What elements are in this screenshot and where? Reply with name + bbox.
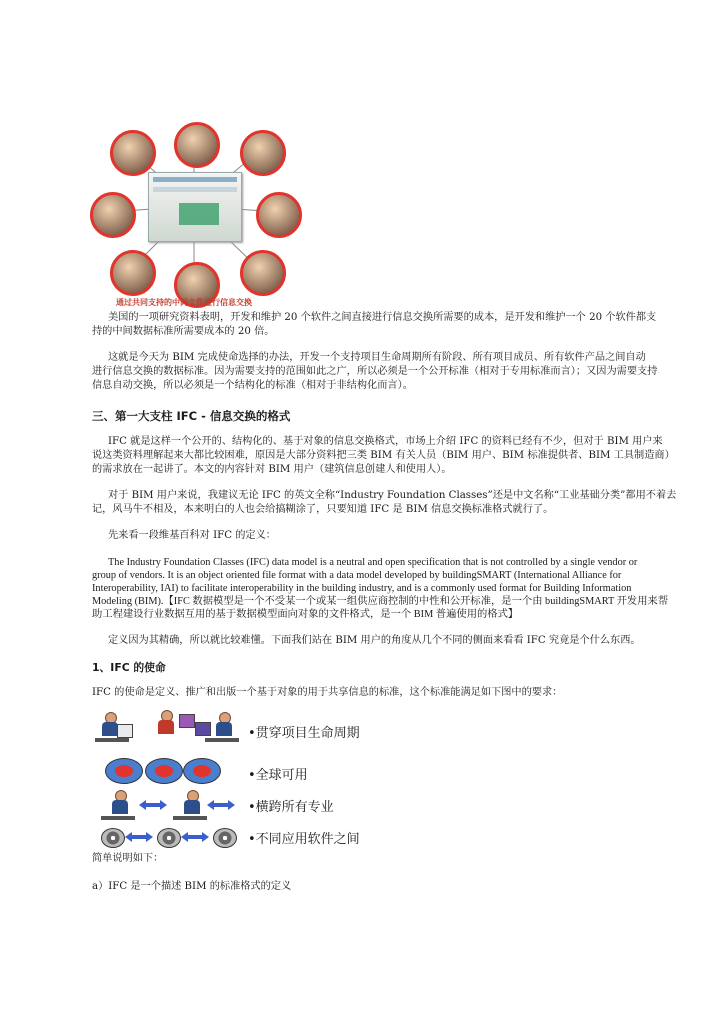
paragraph-line: 说这类资料理解起来大都比较困难，原因是大部分资料把三类 BIM 有关人员（BIM 用户、BIM 标准提供者、BIM 工具制造商） (92, 450, 675, 461)
person-photo-icon (174, 122, 220, 168)
subsection-heading: 1、IFC 的使命 (92, 661, 166, 674)
requirement-bullet: •横跨所有专业 (248, 800, 334, 815)
software-screen-image (148, 172, 242, 242)
requirement-bullet: •全球可用 (248, 768, 308, 783)
lifecycle-figure (95, 710, 245, 744)
person-photo-icon (256, 192, 302, 238)
figure-caption: 通过共同支持的中间文件进行信息交换 (116, 297, 252, 307)
paragraph-line: IFC 就是这样一个公开的、结构化的、基于对象的信息交换格式，市场上介绍 IFC 的资料已经有不少，但对于 BIM 用户来 (108, 436, 663, 447)
disc-icon (213, 828, 237, 848)
person-photo-icon (90, 192, 136, 238)
paragraph-line: 持的中间数据标准所需要成本的 20 倍。 (92, 326, 275, 337)
person-photo-icon (110, 250, 156, 296)
person-photo-icon (240, 250, 286, 296)
person-icon (181, 790, 203, 818)
paragraph-line: 定义因为其精确，所以就比较难懂。下面我们站在 BIM 用户的角度从几个不同的侧面来看看 IFC 究竟是个什么东西。 (108, 635, 641, 646)
requirement-bullet: •不同应用软件之间 (248, 832, 360, 847)
person-icon (109, 790, 131, 818)
info-exchange-figure (88, 120, 298, 310)
disc-icon (157, 828, 181, 848)
paragraph-line: 信息自动交换，所以必须是一个结构化的标准（相对于非结构化而言）。 (92, 380, 413, 391)
paragraph-line: 进行信息交换的数据标准。因为需要支持的范围如此之广，所以必须是一个公开标准（相对于专用标准而言）；又因为需要支持 (92, 366, 658, 377)
global-figure (95, 756, 245, 790)
person-icon (213, 712, 235, 740)
paragraph-line: 记，风马牛不相及，本来明白的人也会给搞糊涂了，只要知道 IFC 是 BIM 信息交换标准格式就行了。 (92, 504, 554, 515)
section-heading: 三、第一大支柱 IFC - 信息交换的格式 (92, 409, 291, 423)
definition-line: 助工程建设行业数据互用的基于数据模型面向对象的文件格式，是一个 BIM 普遍使用的格式】 (92, 609, 519, 620)
paragraph-line: 简单说明如下： (92, 853, 164, 864)
definition-line: The Industry Foundation Classes (IFC) data model is a neutral and open specification that is not controlled by a single vendor or (108, 557, 638, 568)
definition-line: Interoperability, IAI) to facilitate interoperability in the building industry, and is a commonly used format for Building Information (92, 583, 632, 594)
globe-icon (183, 758, 221, 784)
paragraph-line: 美国的一项研究资料表明，开发和维护 20 个软件之间直接进行信息交换所需要的成本，是开发和维护一个 20 个软件都支 (108, 312, 657, 323)
globe-icon (145, 758, 183, 784)
computer-icon (117, 724, 133, 738)
paragraph-line: 这就是今天为 BIM 完成使命选择的办法，开发一个支持项目生命周期所有阶段、所有项目成员、所有软件产品之间自动 (108, 352, 646, 363)
paragraph-line: IFC 的使命是定义、推广和出版一个基于对象的用于共享信息的标准，这个标准能满足如下图中的要求： (92, 687, 563, 698)
definition-line: Modeling (BIM).【IFC 数据模型是一个不受某一个或某一组供应商控制的中性和公开标准，是一个由 buildingSMART 开发用来帮 (92, 596, 669, 607)
person-photo-icon (110, 130, 156, 176)
paragraph-line: 先来看一段维基百科对 IFC 的定义： (108, 530, 276, 541)
disc-icon (101, 828, 125, 848)
definition-line: group of vendors. It is an object oriented file format with a data model developed by buildingSMART (International Alliance for (92, 570, 622, 581)
paragraph-line: 的需求放在一起讲了。本文的内容针对 BIM 用户（建筑信息创建人和使用人）。 (92, 464, 452, 475)
computer-icon (179, 714, 195, 728)
requirement-bullet: •贯穿项目生命周期 (248, 726, 360, 741)
double-arrow-icon (207, 800, 235, 810)
globe-icon (105, 758, 143, 784)
person-icon (155, 710, 177, 738)
person-photo-icon (240, 130, 286, 176)
double-arrow-icon (139, 800, 167, 810)
discipline-figure (95, 788, 245, 822)
computer-icon (195, 722, 211, 736)
paragraph-line: a）IFC 是一个描述 BIM 的标准格式的定义 (92, 881, 292, 892)
double-arrow-icon (181, 832, 209, 842)
paragraph-line: 对于 BIM 用户来说，我建议无论 IFC 的英文全称“Industry Foundation Classes”还是中文名称“工业基础分类”都用不着去 (108, 490, 677, 501)
double-arrow-icon (125, 832, 153, 842)
